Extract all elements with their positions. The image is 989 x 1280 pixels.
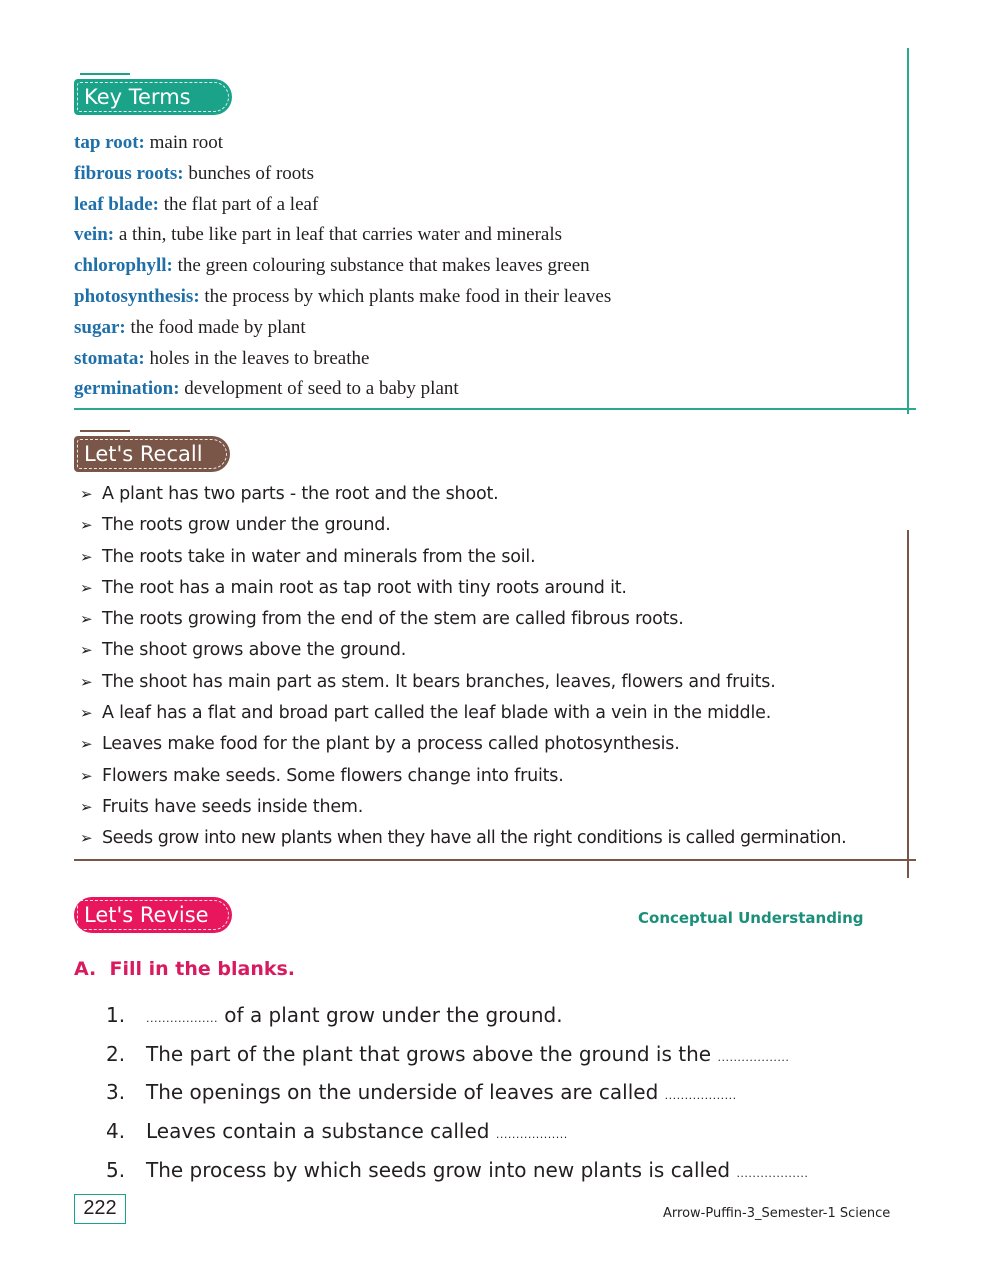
term-word: leaf blade: bbox=[74, 193, 159, 215]
arrowhead-bullet-icon: ➢ bbox=[80, 610, 93, 629]
question-text-after: of a plant grow under the ground. bbox=[217, 1003, 563, 1027]
term-chlorophyll bbox=[74, 251, 894, 282]
term-word: sugar: bbox=[74, 316, 126, 338]
term-word: vein: bbox=[74, 224, 115, 246]
term-germination bbox=[74, 374, 894, 405]
question-item bbox=[106, 1073, 906, 1112]
arrowhead-bullet-icon: ➢ bbox=[80, 766, 93, 785]
question-text-before: The process by which seeds grow into new plants is called bbox=[146, 1157, 737, 1182]
list-item-text: Seeds grow into new plants when they have all the right conditions is called germination. bbox=[102, 828, 847, 849]
list-item-text: The roots growing from the end of the stem are called fibrous roots. bbox=[102, 609, 684, 630]
recall-list bbox=[80, 479, 910, 855]
list-item bbox=[80, 667, 910, 698]
list-item-text: The root has a main root as tap root with tiny roots around it. bbox=[102, 577, 627, 598]
list-item bbox=[80, 542, 910, 573]
list-item bbox=[80, 823, 910, 854]
question-number: 2. bbox=[106, 1041, 126, 1066]
list-item bbox=[80, 698, 910, 729]
page-number: 222 bbox=[83, 1197, 117, 1219]
list-item bbox=[80, 510, 910, 541]
question-number: 5. bbox=[106, 1157, 126, 1182]
arrowhead-bullet-icon: ➢ bbox=[80, 641, 93, 660]
term-photosynthesis bbox=[74, 282, 894, 313]
list-item bbox=[80, 479, 910, 510]
arrowhead-bullet-icon: ➢ bbox=[80, 578, 93, 597]
arrowhead-bullet-icon: ➢ bbox=[80, 672, 93, 691]
recall-heading-label: Let's Recall bbox=[84, 442, 203, 466]
question-text-before: The openings on the underside of leaves are called bbox=[146, 1080, 665, 1105]
term-sugar bbox=[74, 313, 894, 344]
term-word: germination: bbox=[74, 378, 180, 400]
recall-badge-bar bbox=[80, 430, 130, 432]
answer-blank[interactable]: .................. bbox=[664, 1089, 737, 1103]
key-terms-heading-label: Key Terms bbox=[84, 85, 191, 109]
list-item-text: Leaves make food for the plant by a process called photosynthesis. bbox=[102, 734, 680, 755]
term-leaf-blade bbox=[74, 190, 894, 221]
term-word: chlorophyll: bbox=[74, 255, 173, 277]
answer-blank[interactable]: .................. bbox=[146, 1012, 218, 1025]
book-title: Arrow-Puffin-3_Semester-1 Science bbox=[663, 1206, 891, 1221]
list-item-text: The shoot has main part as stem. It bears branches, leaves, flowers and fruits. bbox=[102, 671, 776, 692]
key-terms-badge-bar bbox=[80, 73, 130, 75]
list-item-text: A leaf has a flat and broad part called the leaf blade with a vein in the middle. bbox=[102, 703, 772, 724]
list-item bbox=[80, 729, 910, 760]
key-terms-list bbox=[74, 128, 894, 405]
revise-heading-label: Let's Revise bbox=[84, 903, 209, 927]
term-fibrous-roots bbox=[74, 159, 894, 190]
list-item bbox=[80, 604, 910, 635]
term-definition: main root bbox=[144, 132, 223, 153]
question-number: 4. bbox=[106, 1119, 126, 1144]
term-stomata bbox=[74, 344, 894, 375]
question-item bbox=[106, 996, 906, 1035]
term-definition: the green colouring substance that makes leaves green bbox=[172, 255, 590, 277]
term-definition: bunches of roots bbox=[183, 162, 314, 184]
list-item-text: Flowers make seeds. Some flowers change into fruits. bbox=[102, 765, 564, 786]
term-word: stomata: bbox=[74, 347, 145, 369]
list-item bbox=[80, 761, 910, 792]
answer-blank[interactable]: .................. bbox=[736, 1166, 809, 1180]
list-item-text: A plant has two parts - the root and the shoot. bbox=[102, 484, 499, 504]
question-item bbox=[106, 1035, 906, 1074]
answer-blank[interactable]: .................. bbox=[717, 1050, 790, 1064]
arrowhead-bullet-icon: ➢ bbox=[80, 704, 93, 723]
list-item bbox=[80, 635, 910, 666]
question-item bbox=[106, 1151, 906, 1190]
list-item-text: Fruits have seeds inside them. bbox=[102, 796, 364, 817]
term-definition: development of seed to a baby plant bbox=[179, 378, 459, 400]
arrowhead-bullet-icon: ➢ bbox=[80, 547, 93, 566]
key-terms-right-rule bbox=[907, 48, 909, 414]
list-item-text: The roots take in water and minerals from the soil. bbox=[102, 546, 536, 567]
question-number: 3. bbox=[106, 1080, 126, 1105]
arrowhead-bullet-icon: ➢ bbox=[80, 485, 93, 503]
arrowhead-bullet-icon: ➢ bbox=[80, 516, 93, 535]
recall-bottom-rule bbox=[74, 859, 916, 861]
key-terms-heading bbox=[74, 79, 232, 115]
term-definition: the process by which plants make food in their leaves bbox=[199, 285, 612, 307]
answer-blank[interactable]: .................. bbox=[495, 1128, 568, 1142]
term-definition: holes in the leaves to breathe bbox=[144, 347, 370, 369]
arrowhead-bullet-icon: ➢ bbox=[80, 735, 93, 754]
term-vein bbox=[74, 220, 894, 251]
term-definition: the food made by plant bbox=[125, 316, 306, 338]
term-word: fibrous roots: bbox=[74, 162, 184, 184]
fill-in-blanks-list bbox=[106, 996, 906, 1189]
revise-heading bbox=[74, 897, 232, 933]
arrowhead-bullet-icon: ➢ bbox=[80, 797, 93, 816]
term-word: photosynthesis: bbox=[74, 285, 200, 307]
recall-heading bbox=[74, 436, 230, 472]
key-terms-bottom-rule bbox=[74, 408, 916, 410]
term-word: tap root: bbox=[74, 132, 145, 153]
term-definition: a thin, tube like part in leaf that carries water and minerals bbox=[114, 224, 563, 246]
question-text-before: Leaves contain a substance called bbox=[146, 1119, 496, 1144]
question-text-before: The part of the plant that grows above the ground is the bbox=[146, 1041, 718, 1066]
question-number: 1. bbox=[106, 1003, 126, 1027]
arrowhead-bullet-icon: ➢ bbox=[80, 829, 93, 848]
list-item-text: The roots grow under the ground. bbox=[102, 515, 391, 536]
list-item-text: The shoot grows above the ground. bbox=[102, 640, 407, 661]
term-definition: the flat part of a leaf bbox=[158, 193, 319, 215]
term-tap-root bbox=[74, 128, 894, 159]
list-item bbox=[80, 792, 910, 823]
list-item bbox=[80, 573, 910, 604]
question-item bbox=[106, 1112, 906, 1151]
category-label: Conceptual Understanding bbox=[638, 909, 864, 927]
page-number-box bbox=[74, 1194, 126, 1224]
exercise-title: A. Fill in the blanks. bbox=[74, 958, 296, 980]
